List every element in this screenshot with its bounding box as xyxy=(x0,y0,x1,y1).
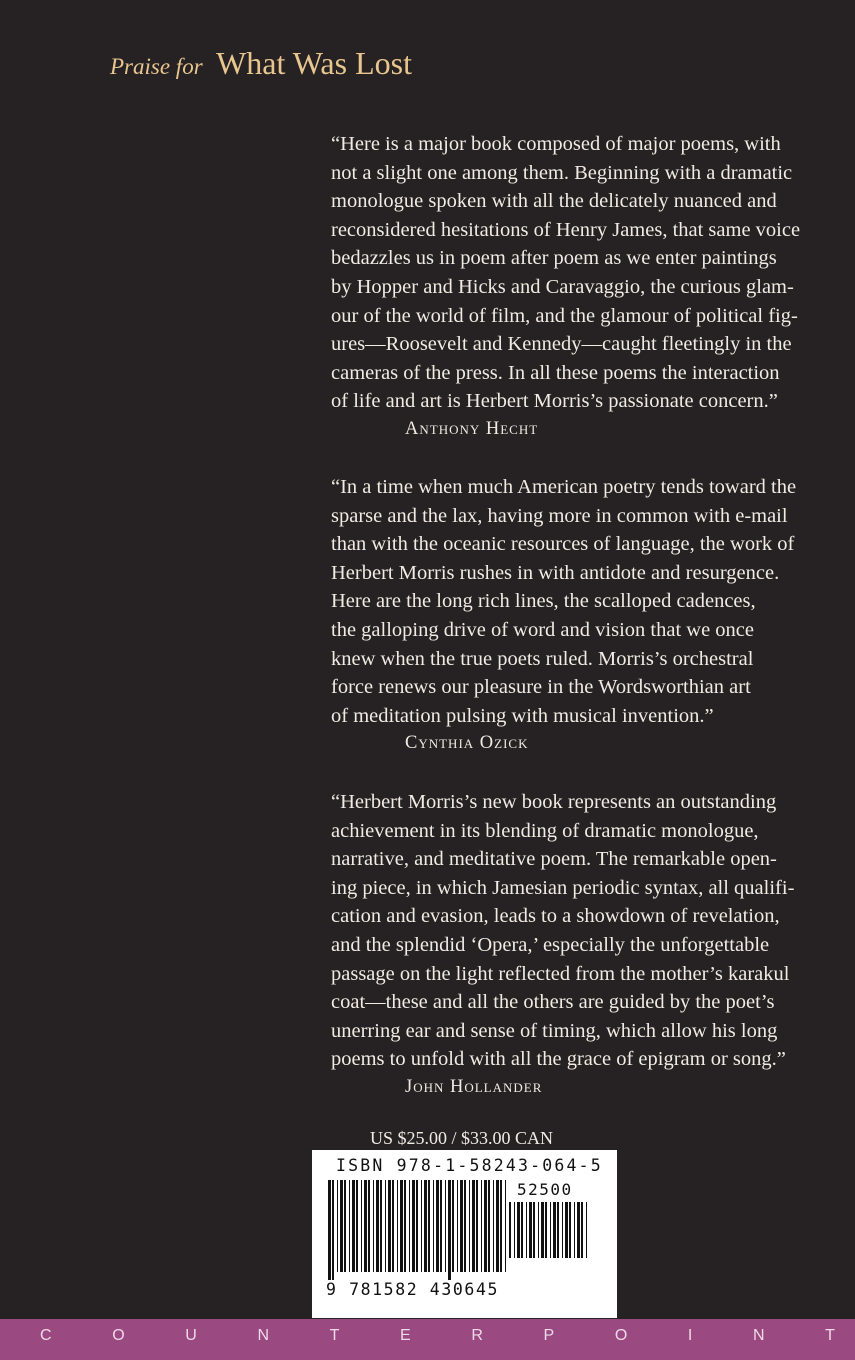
barcode-bar xyxy=(428,1180,430,1272)
blurb-line: sparse and the lax, having more in common with e-mail xyxy=(331,504,788,527)
blurb-line: poems to unfold with all the grace of epigram or song.” xyxy=(331,1048,786,1071)
blurb-line: achievement in its blending of dramatic monologue, xyxy=(331,819,759,842)
barcode-bar xyxy=(448,1180,451,1280)
barcode-bar xyxy=(392,1180,394,1272)
barcode-bar xyxy=(562,1202,563,1258)
isbn-label: ISBN 978-1-58243-064-5 xyxy=(336,1156,603,1175)
blurb-text xyxy=(320,788,840,1074)
barcode-bar xyxy=(557,1202,559,1258)
barcode-bar xyxy=(574,1202,575,1258)
price-addon-code: 52500 xyxy=(517,1180,573,1199)
blurb-text xyxy=(320,473,840,730)
blurb-line: by Hopper and Hicks and Caravaggio, the curious glam- xyxy=(331,275,794,298)
blurb-ozick xyxy=(320,473,840,758)
barcode-bar xyxy=(388,1180,391,1272)
blurb-line: ing piece, in which Jamesian periodic syntax, all qualifi- xyxy=(331,876,795,899)
barcode-bar xyxy=(472,1180,475,1272)
barcode-bar xyxy=(553,1202,556,1258)
barcode-bar xyxy=(337,1180,338,1272)
barcode-bar xyxy=(328,1180,331,1280)
publisher-letter: E xyxy=(400,1327,411,1344)
barcode-bar xyxy=(349,1180,350,1272)
publisher-letter: O xyxy=(112,1327,125,1344)
blurb-line: cameras of the press. In all these poems the interaction xyxy=(331,361,780,384)
blurb-line: Herbert Morris rushes in with antidote and resurgence. xyxy=(331,561,780,584)
barcode-bar xyxy=(517,1202,520,1258)
barcode-bar xyxy=(481,1180,482,1272)
blurb-line: not a slight one among them. Beginning with a dramatic xyxy=(331,161,793,184)
barcode-bar xyxy=(404,1180,406,1272)
blurb-line: than with the oceanic resources of language, the work of xyxy=(331,533,795,556)
blurb-line: “Here is a major book composed of major poems, with xyxy=(331,133,781,155)
blurb-line: cation and evasion, leads to a showdown of revelation, xyxy=(331,905,780,928)
blurb-line: “Herbert Morris’s new book represents an outstanding xyxy=(331,791,777,813)
barcode-bar xyxy=(385,1180,386,1272)
publisher-letter: U xyxy=(185,1327,197,1344)
barcode-bar xyxy=(476,1180,478,1272)
publisher-letter: I xyxy=(687,1327,693,1344)
barcode-bar xyxy=(361,1180,362,1272)
publisher-letter: N xyxy=(752,1327,765,1344)
blurb-line: monologue spoken with all the delicately nuanced and xyxy=(331,190,777,213)
barcode-bar xyxy=(565,1202,568,1258)
book-title: What Was Lost xyxy=(216,45,412,81)
barcode-bar xyxy=(514,1202,515,1258)
barcode-bar xyxy=(352,1180,355,1272)
publisher-letter: R xyxy=(471,1327,483,1344)
blurb-line: narrative, and meditative poem. The remarkable open- xyxy=(331,848,777,871)
publisher-letter: N xyxy=(257,1327,270,1344)
barcode-bar xyxy=(397,1180,398,1272)
blurb-line: and the splendid ‘Opera,’ especially the unforgettable xyxy=(331,933,770,956)
blurb-line: reconsidered hesitations of Henry James, that same voice xyxy=(331,218,801,241)
publisher-letter: O xyxy=(614,1327,628,1344)
blurb-line: ures—Roosevelt and Kennedy—caught fleetingly in the xyxy=(331,333,792,356)
barcode-bar xyxy=(496,1180,499,1272)
blurb-author: Cynthia Ozick xyxy=(405,733,529,754)
blurb-line: the galloping drive of word and vision that we once xyxy=(331,618,754,641)
barcode-bar xyxy=(538,1202,539,1258)
barcode-bar xyxy=(509,1202,511,1258)
publisher-letter: C xyxy=(40,1327,52,1344)
barcode-bar xyxy=(586,1202,587,1258)
barcode-bar xyxy=(526,1202,527,1258)
barcode-bar xyxy=(500,1180,502,1272)
barcode xyxy=(312,1150,617,1318)
blurb-line: knew when the true poets ruled. Morris’s orchestral xyxy=(331,647,754,670)
blurb-hecht xyxy=(320,130,840,444)
barcode-bar xyxy=(421,1180,422,1272)
barcode-bar xyxy=(409,1180,410,1272)
praise-prefix: Praise for xyxy=(110,54,203,79)
barcode-bar xyxy=(493,1180,494,1272)
blurb-line: force renews our pleasure in the Wordsworthian art xyxy=(331,676,751,699)
barcode-bar xyxy=(373,1180,374,1272)
publisher-letter: P xyxy=(543,1327,555,1344)
price-label: US $25.00 / $33.00 CAN xyxy=(370,1128,554,1148)
barcode-bar xyxy=(541,1202,544,1258)
barcode-bar xyxy=(356,1180,358,1272)
publisher-letter: T xyxy=(825,1327,835,1344)
barcode-bar xyxy=(577,1202,580,1258)
barcode-bar xyxy=(332,1180,334,1280)
barcode-bar xyxy=(400,1180,403,1272)
ean-barcode-bars xyxy=(328,1180,506,1282)
barcode-bar xyxy=(469,1180,470,1272)
barcode-bar xyxy=(457,1180,458,1272)
barcode-bar xyxy=(529,1202,532,1258)
barcode-bar xyxy=(533,1202,535,1258)
barcode-bar xyxy=(376,1180,379,1272)
barcode-bar xyxy=(452,1180,454,1272)
barcode-bar xyxy=(368,1180,370,1272)
barcode-bar xyxy=(464,1180,466,1272)
blurb-line: Here are the long rich lines, the scalloped cadences, xyxy=(331,590,756,613)
barcode-bar xyxy=(581,1202,583,1258)
blurb-line: our of the world of film, and the glamour of political fig- xyxy=(331,304,798,327)
barcode-bar xyxy=(380,1180,382,1272)
barcode-bar xyxy=(505,1180,506,1272)
barcode-bar xyxy=(550,1202,551,1258)
barcode-bar xyxy=(569,1202,571,1258)
blurb-line: of meditation pulsing with musical invention.” xyxy=(331,704,714,727)
blurb-line: of life and art is Herbert Morris’s passionate concern.” xyxy=(331,390,778,413)
blurb-line: passage on the light reflected from the mother’s karakul xyxy=(331,962,790,985)
barcode-bar xyxy=(424,1180,427,1272)
blurb-hollander xyxy=(320,788,840,1102)
publisher-band xyxy=(0,1319,855,1360)
barcode-bar xyxy=(545,1202,547,1258)
barcode-bar xyxy=(436,1180,439,1272)
barcode-bar xyxy=(521,1202,523,1258)
blurb-line: bedazzles us in poem after poem as we enter paintings xyxy=(331,247,777,270)
barcode-bar xyxy=(433,1180,434,1272)
blurb-line: coat—these and all the others are guided by the poet’s xyxy=(331,991,775,1014)
blurb-line: “In a time when much American poetry tends toward the xyxy=(331,476,797,498)
blurb-line: unerring ear and sense of timing, which allow his long xyxy=(331,1019,778,1042)
ean-digits: 9 781582 430645 xyxy=(326,1280,500,1299)
barcode-bar xyxy=(412,1180,415,1272)
blurb-author: John Hollander xyxy=(405,1076,543,1097)
barcode-bar xyxy=(416,1180,418,1272)
publisher-letter: T xyxy=(329,1327,340,1344)
barcode-bar xyxy=(344,1180,346,1272)
barcode-bar xyxy=(460,1180,463,1272)
blurb-text xyxy=(320,130,840,416)
barcode-bar xyxy=(488,1180,490,1272)
barcode-bar xyxy=(440,1180,442,1272)
barcode-bar xyxy=(340,1180,343,1272)
barcode-bar xyxy=(484,1180,487,1272)
addon-barcode-bars xyxy=(509,1202,589,1302)
blurb-author: Anthony Hecht xyxy=(405,418,539,439)
publisher-name xyxy=(40,1327,835,1345)
praise-heading xyxy=(110,45,412,82)
barcode-bar xyxy=(445,1180,446,1272)
barcode-bar xyxy=(364,1180,367,1272)
